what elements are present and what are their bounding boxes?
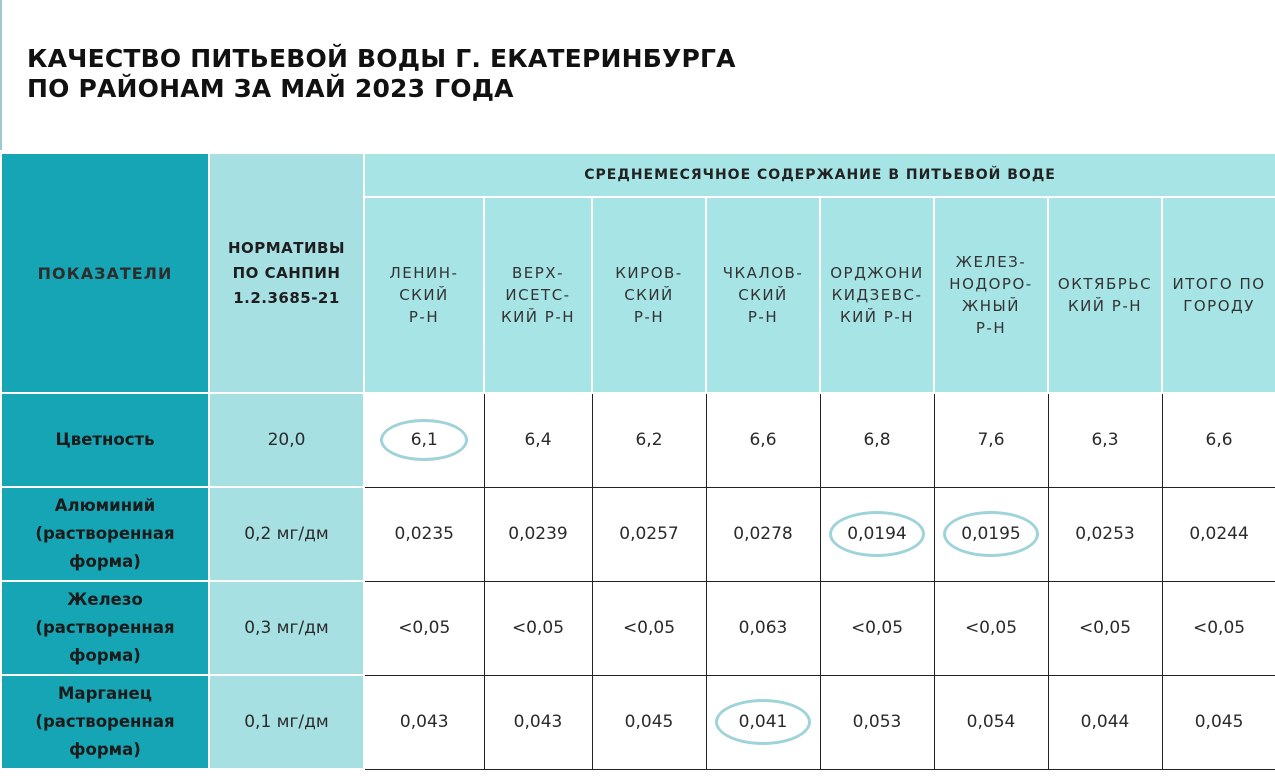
table-cell <box>934 487 1048 581</box>
district-label-line: КИЙ Р-Н <box>500 308 576 326</box>
table-cell: 6,3 <box>1048 393 1162 487</box>
header-district-oktyabrsky <box>1048 197 1162 393</box>
highlight-ring: 0,0195 <box>943 511 1039 557</box>
left-accent-rule <box>0 0 2 150</box>
header-district-zheleznodorozhny <box>934 197 1048 393</box>
district-label-line: СКИЙ <box>399 286 449 304</box>
district-label-line: ЛЕНИН- <box>389 264 459 282</box>
district-label-line: ЖНЫЙ <box>962 297 1020 315</box>
district-label-line: СКИЙ <box>738 286 788 304</box>
header-norms-line: НОРМАТИВЫ <box>227 238 346 257</box>
district-label-line: НОДОРО- <box>949 275 1033 293</box>
norm-value: 0,2 мг/дм <box>209 487 364 581</box>
row-label-iron <box>1 581 209 675</box>
table-cell: 6,6 <box>1162 393 1275 487</box>
table-cell: 0,0257 <box>592 487 706 581</box>
district-label-line: КИРОВ- <box>615 264 683 282</box>
district-label-line: ОРДЖОНИ <box>830 264 924 282</box>
table-cell: <0,05 <box>592 581 706 675</box>
header-parameters: ПОКАЗАТЕЛИ <box>1 153 209 393</box>
header-district-verkh-isetsky <box>484 197 592 393</box>
row-label-line: (растворенная <box>35 618 175 637</box>
table-cell: 0,054 <box>934 675 1048 769</box>
table-row <box>1 675 1275 769</box>
norm-value: 0,1 мг/дм <box>209 675 364 769</box>
district-label-line: Р-Н <box>747 308 779 326</box>
row-label-line: форма) <box>69 552 141 571</box>
district-label-line: ИТОГО ПО <box>1172 275 1266 293</box>
row-label-manganese <box>1 675 209 769</box>
row-label-line: (растворенная <box>35 524 175 543</box>
district-label-line: КИЙ Р-Н <box>839 308 915 326</box>
water-quality-table <box>0 152 1275 770</box>
table-cell: 0,043 <box>364 675 484 769</box>
table-cell: <0,05 <box>1048 581 1162 675</box>
table-cell: 0,045 <box>592 675 706 769</box>
table-cell: <0,05 <box>484 581 592 675</box>
highlight-ring: 6,1 <box>380 419 468 461</box>
highlight-ring: 0,041 <box>715 699 811 745</box>
table-cell: 0,0239 <box>484 487 592 581</box>
table-cell: 0,053 <box>820 675 934 769</box>
row-label-line: Марганец <box>58 684 152 703</box>
table-cell: <0,05 <box>364 581 484 675</box>
table-cell: 0,0235 <box>364 487 484 581</box>
table-cell: 6,2 <box>592 393 706 487</box>
table-cell: 0,0253 <box>1048 487 1162 581</box>
district-label-line: Р-Н <box>975 319 1007 337</box>
district-label-line: ЖЕЛЕЗ- <box>955 253 1027 271</box>
table-cell: 0,044 <box>1048 675 1162 769</box>
header-district-chkalovsky <box>706 197 820 393</box>
district-label-line: КИДЗЕВС- <box>831 286 923 304</box>
table-cell <box>706 675 820 769</box>
district-label-line: ВЕРХ- <box>511 264 564 282</box>
table-cell: 0,0244 <box>1162 487 1275 581</box>
district-label-line: ЧКАЛОВ- <box>722 264 804 282</box>
table-cell: 0,0278 <box>706 487 820 581</box>
row-label-color: Цветность <box>1 393 209 487</box>
table-cell: 6,4 <box>484 393 592 487</box>
district-label-line: Р-Н <box>408 308 440 326</box>
table-cell: 0,043 <box>484 675 592 769</box>
header-district-leninsky <box>364 197 484 393</box>
row-label-line: форма) <box>69 646 141 665</box>
norm-value: 0,3 мг/дм <box>209 581 364 675</box>
highlight-ring: 0,0194 <box>829 511 925 557</box>
header-district-kirovsky <box>592 197 706 393</box>
table-cell: 6,8 <box>820 393 934 487</box>
table-row <box>1 487 1275 581</box>
row-label-aluminium <box>1 487 209 581</box>
district-label-line: КИЙ Р-Н <box>1067 297 1143 315</box>
table-cell: <0,05 <box>1162 581 1275 675</box>
district-label-line: ГОРОДУ <box>1183 297 1255 315</box>
row-label-line: форма) <box>69 740 141 759</box>
page-title <box>27 44 736 104</box>
table-cell: 7,6 <box>934 393 1048 487</box>
table-cell: <0,05 <box>934 581 1048 675</box>
header-city-total <box>1162 197 1275 393</box>
district-label-line: Р-Н <box>633 308 665 326</box>
row-label-line: Железо <box>67 590 143 609</box>
title-line-1: КАЧЕСТВО ПИТЬЕВОЙ ВОДЫ Г. ЕКАТЕРИНБУРГА <box>27 44 736 73</box>
row-label-line: (растворенная <box>35 712 175 731</box>
table-cell: 6,6 <box>706 393 820 487</box>
title-line-2: ПО РАЙОНАМ ЗА МАЙ 2023 ГОДА <box>27 74 514 103</box>
row-label-line: Алюминий <box>54 496 156 515</box>
district-label-line: СКИЙ <box>624 286 674 304</box>
table-cell: <0,05 <box>820 581 934 675</box>
header-norms <box>209 153 364 393</box>
table-cell <box>364 393 484 487</box>
table-cell: 0,045 <box>1162 675 1275 769</box>
norm-value: 20,0 <box>209 393 364 487</box>
table-row <box>1 581 1275 675</box>
table-cell <box>820 487 934 581</box>
table-row <box>1 393 1275 487</box>
header-norms-line: 1.2.3685-21 <box>233 288 340 307</box>
header-monthly-average: СРЕДНЕМЕСЯЧНОЕ СОДЕРЖАНИЕ В ПИТЬЕВОЙ ВОДЕ <box>364 153 1275 197</box>
header-district-ordzhonikidzevsky <box>820 197 934 393</box>
district-label-line: ОКТЯБРЬС <box>1057 275 1153 293</box>
table-cell: 0,063 <box>706 581 820 675</box>
district-label-line: ИСЕТС- <box>505 286 571 304</box>
header-norms-line: ПО САНПИН <box>232 263 341 282</box>
